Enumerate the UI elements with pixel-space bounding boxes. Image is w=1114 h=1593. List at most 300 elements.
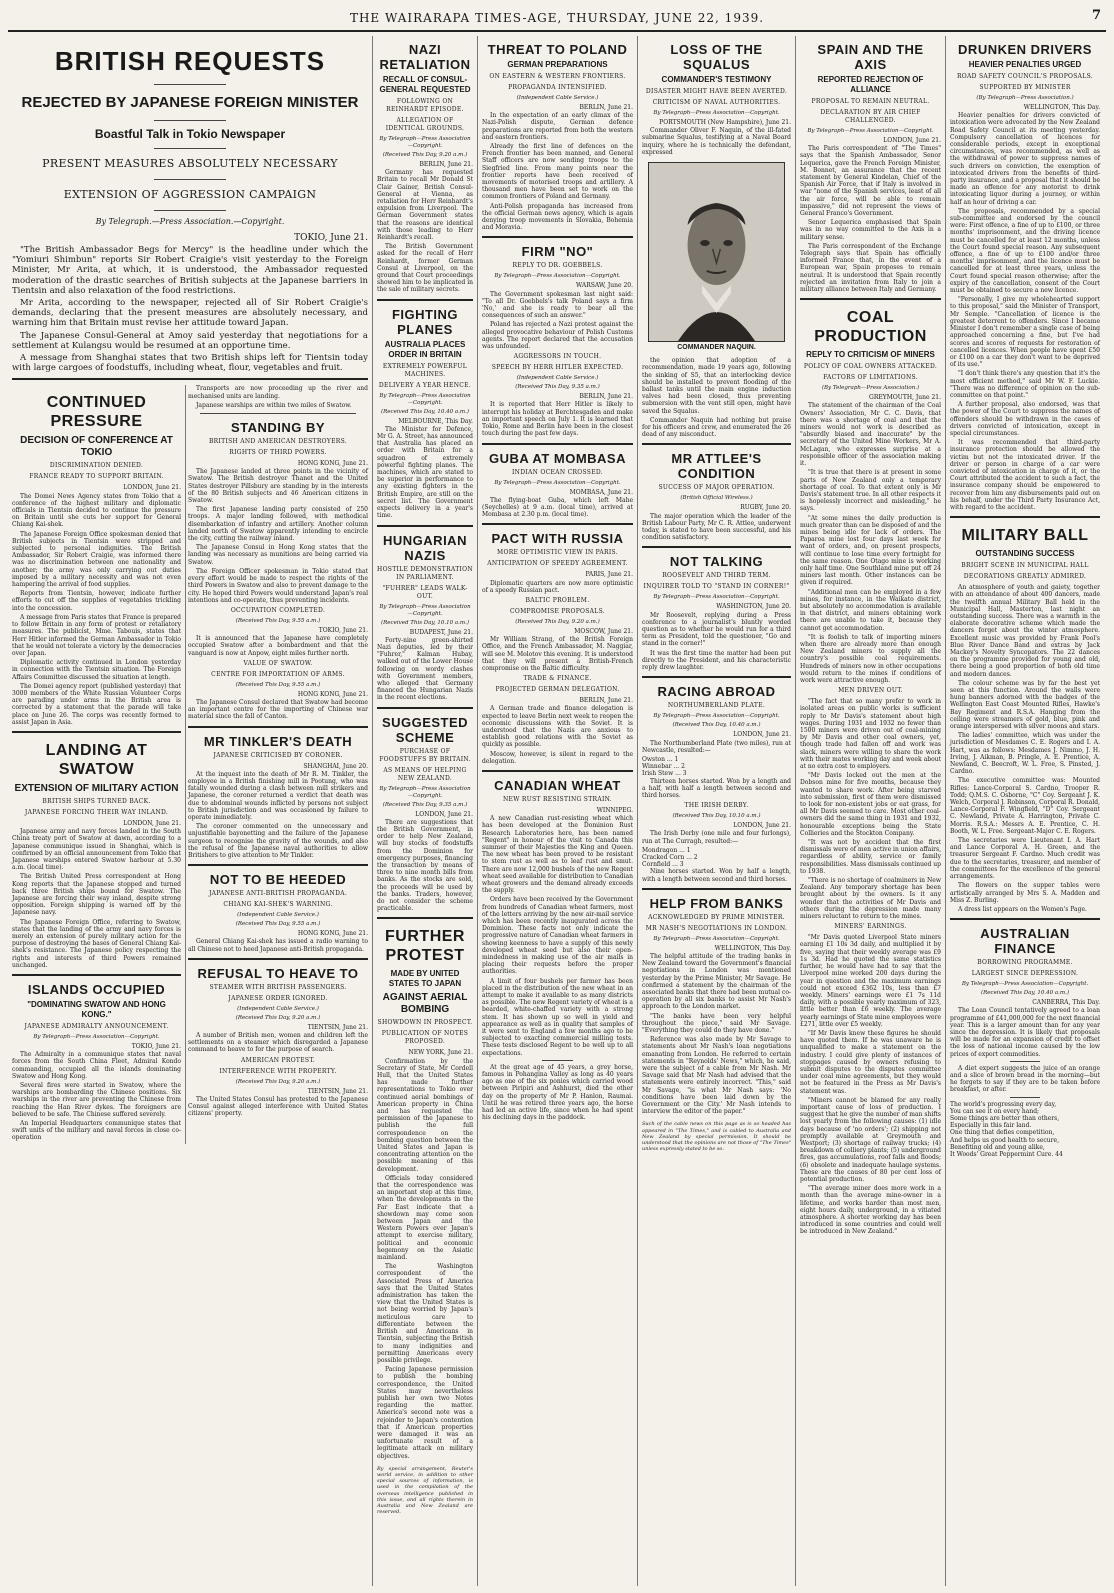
page-number: 7 — [1091, 8, 1102, 23]
credit: By Telegraph—Press Association—Copyright. — [653, 935, 780, 942]
dateline: WELLINGTON, This Day. — [714, 944, 791, 952]
paragraph: "Mr Davis locked out the men at the Dobson mine for five months, because they wanted to share work. After being starved into submission, first of them were dismissed to look for non-existent jobs or eat grass, for all Mr Davis seemed to care. Most other coal-owners did the same thing in 1931 and 1932, honourable exceptions being the State Collieries and the Stockton Company. — [800, 772, 941, 837]
headline: RACING ABROAD — [657, 684, 776, 700]
deck: OUTSTANDING SUCCESS — [975, 549, 1075, 559]
paragraph: A number of British men, women and children left the settlements on a steamer which disregarded a Japanese command to heave to for the purpose of search. — [188, 1031, 368, 1054]
paragraph: The coroner commented on the unnecessary and unjustifiable bayonetting and the failure of the Japanese surgeon to recognise the gravity of the wounds, and also the refusal of the Japanese naval authorities to allow Britishers to give attention to Mr Tinkler. — [188, 823, 368, 859]
subhead: BRITISH SHIPS TURNED BACK. — [42, 797, 151, 805]
column-4 — [638, 36, 796, 1586]
article-suggested-scheme — [377, 715, 473, 913]
headline: NAZI RETALIATION — [379, 42, 471, 72]
subhead: AS MEANS OF HELPING NEW ZEALAND. — [383, 766, 467, 782]
paragraph: An Imperial Headquarters communique states that swift units of the military and naval forces in close co-operation — [12, 1120, 181, 1142]
article-coal-production — [800, 308, 941, 1235]
article-british-requests — [12, 46, 368, 373]
dateline: BERLIN, June 21. — [579, 104, 633, 111]
paragraph: The Loan Council tentatively agreed to a loan programme of £41,000,000 for the next financial year. This is a larger amount than for any year since the depression. It is likely that proposals will be made for an expansion of credit to offset the loss of national income caused by the low prices of export commodities. — [950, 1007, 1100, 1058]
dateline: LONDON, June 21. — [123, 484, 181, 492]
headline: ISLANDS OCCUPIED — [27, 982, 166, 997]
result-line: Winnebar ... 2 — [642, 763, 685, 771]
paragraph: The flying-boat Guba, which left Mahe (Seychelles) at 9 a.m. (local time), arrived at Mombasa at 2.30 p.m. (local time). — [482, 496, 633, 519]
paragraph: "At some mines the daily production is much greater than can be disposed of and the mines being idle for lack of orders. The Paparoa mine lost four days last week for want of orders, and, on present prospects, will continue to lose time every fortnight for the same reason. One Otago mine is working only half time. One Southland mine put off 24 miners last month. Other instances can be given if required. — [800, 514, 941, 587]
credit: By Telegraph—Press Association—Copyright. — [379, 785, 471, 799]
paragraph: The Japanese landed at three points in the vicinity of Swatow. The British destroyer Thanet and the United States destroyer Pillsbury are standing by in the interests of the 80 British subjects and 46 American citizens in Swatow. — [188, 468, 368, 505]
headline: SUGGESTED SCHEME — [381, 714, 469, 745]
credit: (By Telegraph—Press Association.) — [976, 95, 1074, 101]
subhead: FOLLOWING ON REINHARDT EPISODE. — [386, 98, 464, 113]
headline: PACT WITH RUSSIA — [491, 531, 624, 547]
paragraph: The Washington correspondent of the Associated Press of America says that the United States administration has taken the view that the United States is not being worried by Japan's meticulous care to differentiate between the British and Americans in Tientsin, subjecting the British to many indignities and permitting Americans every possible privilege. — [377, 1263, 473, 1364]
paragraph: "The average miner does more work in a month than the average mine-owner in a lifetime, and works harder than most men, eight hours daily, underground, in a vitiated atmosphere. A shorter working day has been introduced in some countries and could well be introduced in New Zealand." — [800, 1185, 941, 1236]
article-further-protest — [377, 927, 473, 1515]
subhead: SUCCESS OF MAJOR OPERATION. — [658, 484, 775, 492]
credit: (Independent Cable Service.) — [516, 375, 599, 382]
article-threat-to-poland — [482, 42, 633, 231]
paragraph: Diplomatic quarters are now more optimistic of a speedy Russian pact. — [482, 579, 633, 594]
deck: COMMANDER'S TESTIMONY — [661, 75, 772, 84]
headline: CANADIAN WHEAT — [494, 777, 621, 793]
credit: By Telegraph—Press Association—Copyright. — [653, 713, 780, 720]
credit: By Telegraph—Press Association—Copyright. — [494, 479, 621, 486]
subhead: JAPANESE FORCING THEIR WAY INLAND. — [24, 808, 169, 816]
paragraph: "Additional men can be employed in a few mines, for instance, in the Waikato district, but absolutely no accommodation is available in that district, and miners obtaining work there are unable to take it, because they cannot get accommodation. — [800, 588, 941, 632]
subhead: ON EASTERN & WESTERN FRONTIERS. — [489, 73, 626, 80]
subhead: VALUE OF SWATOW. — [243, 659, 313, 667]
subhead: BALTIC PROBLEM. — [525, 596, 590, 604]
headline: STANDING BY — [230, 420, 326, 436]
dateline: TIENTSIN, June 21. — [307, 1087, 368, 1095]
portrait-icon — [649, 163, 784, 341]
dateline: RUGBY, June 20. — [740, 504, 791, 512]
masthead-title: THE WAIRARAPA TIMES-AGE, THURSDAY, JUNE 22, 1939. — [349, 11, 765, 25]
subhead: TRADE & FINANCE. — [523, 675, 592, 683]
headline: LANDING AT SWATOW — [45, 741, 148, 778]
dateline: TIENTSIN, June 21. — [307, 1023, 368, 1031]
paragraph: It is reported that Herr Hitler is likely to interrupt his holiday at Berchtesgaden and make an important speech on July 1. It is learned that Tokio, Rome and Berlin have been in the closest touch during the past few days. — [482, 401, 633, 438]
paragraph: The Irish Derby (one mile and four furlongs), run at The Curragh, resulted:— — [642, 830, 791, 845]
credit: (By Telegraph—Press Association.) — [821, 385, 920, 392]
credit: By Telegraph—Press Association—Copyright. — [379, 603, 471, 617]
credit: (Received This Day, 10.10 a.m.) — [381, 619, 469, 626]
subhead: PUBLICATION OF NOTES PROPOSED. — [381, 1030, 469, 1046]
result-line: Cracked Corn ... 2 — [642, 853, 698, 861]
article-refusal-to-heave-to — [188, 966, 368, 1118]
dateline: HONG KONG, June 21. — [297, 690, 368, 698]
paragraph: A message from Paris states that France is prepared to follow Britain in any form of protest or retaliatory measures. The publicist, Mme. Tabouis, states that Herr Hitler informed the German Ambassador in Tokio that he would not tolerate a victory by the democracies over Japan. — [12, 613, 181, 657]
paragraph: The Paris correspondent of the Exchange Telegraph says that Spain has officially informed France that, in the event of a European war, Spain proposes to remain neutral. It is understood that Spain recently rejected an invitation from Italy to join a military alliance between Italy and Germany. — [800, 242, 941, 294]
column-5 — [796, 36, 946, 1586]
paragraph: Moscow, however, is silent in regard to the delegation. — [482, 750, 633, 765]
paragraph: Orders have been received by the Government from hundreds of Canadian wheat farmers, most of the letters arriving by the new air-mail service which has been recently inaugurated across the Dominion. These facts not only indicate the progressive nature of Canadian wheat farmers in showing keenness to have a supply of this newly developed wheat seed but also their open-mindedness in making use of the air mails in placing their requests before the proper authorities. — [482, 896, 633, 976]
credit: (Received This Day, 9.35 a.m.) — [382, 801, 468, 808]
verse-line: And helps us good health to secure, — [950, 1136, 1059, 1144]
paragraph: "I don't think there's any question that it's the most efficient method," said Mr W. F. Luckie. "There was no difference of opinion on the sub-committee on that point." — [950, 370, 1100, 399]
paragraph: Reports from Tientsin, however, indicate further efforts to cut off the supplies of vegetables trickling into the concession. — [12, 590, 181, 612]
paragraph: A dress list appears on the Women's Page. — [958, 905, 1087, 913]
paragraph: Anti-Polish propaganda has increased from the official German news agency, which is again denying troop movements in Slovakia, Bohemia and Moravia. — [482, 202, 633, 232]
paragraph: the opinion that adoption of a recommendation, made 19 years ago, following the sinking of S5, that an interlocking device should be installed to prevent flooding of the ballast tanks until the main engine induction valves had been closed, thus preventing submersion with the vent still open, might have saved the Squalus. — [642, 357, 791, 415]
credit: By Telegraph—Press Association—Copyright. — [33, 1034, 160, 1040]
headline: CONTINUED PRESSURE — [46, 394, 147, 431]
article-fighting-planes — [377, 307, 473, 520]
paragraph: "Personally, I give my wholehearted support to this proposal," said the Minister of Transport, Mr Semple. "Cancellation of licence is the greatest deterrent to offenders. Since I became Minister I don't remember a single case of being approached concerning a fine, but I've had scores and scores of requests for restoration of cancelled licences. When people have spent £50 or £100 on a car they don't want to be deprived of its use." — [950, 296, 1100, 369]
credit: By Telegraph—Press Association—Copyright. — [653, 110, 780, 116]
verse-line: Benefiting old and young alike, — [950, 1143, 1045, 1151]
article-drunken-drivers — [950, 42, 1100, 511]
credit: By Telegraph—Press Association—Copyright. — [807, 128, 934, 134]
footnote: By special arrangement, Reuter's world service, in addition to other special sources of information, is used in the compilation of the overseas intelligence published in this issue, and all rights therein in Australia and New Zealand are reserved. — [377, 1465, 473, 1516]
article-attlee-condition — [642, 451, 791, 541]
paragraph: Pacing Japanese permission to publish the bombing correspondence, the United States may nevertheless publish her own two Notes regarding the matter. America's second note was a rejoinder to Japan's contention that if American properties were damaged it was an unfortunate result of a legitimate attack on military objectives. — [377, 1366, 473, 1460]
subhead: PROPOSAL TO REMAIN NEUTRAL. — [811, 98, 930, 105]
subhead: INQUIRER TOLD TO "STAND IN CORNER!" — [643, 583, 790, 591]
article-military-ball — [950, 526, 1100, 913]
subhead: LARGEST SINCE DEPRESSION. — [971, 970, 1079, 978]
subhead: CHIANG KAI-SHEK'S WARNING. — [223, 901, 333, 909]
subhead: STEAMER WITH BRITISH PASSENGERS. — [209, 983, 347, 991]
article-standing-by — [188, 420, 368, 720]
paragraph: Reference was also made by Mr Savage to statements about Mr Nash's loan negotiations emanating from London. He referred to certain statements in "Reynolds' News," which, he said, were the subject of a cable from Mr Nash. Mr Savage said that Mr Nash had advised that the statements were entirely incorrect. "This," said Mr Savage, "is what Mr Nash says: 'No conditions have been laid down by the Government or the City.' Mr Nash intends to interview the editor of the paper." — [642, 1036, 791, 1116]
dateline: BUDAPEST, June 21. — [409, 628, 473, 636]
dateline: WARSAW, June 20. — [576, 282, 633, 290]
paragraph: At the great age of 45 years, a grey horse, famous in Pohangina Valley as long as 40 years ago as one of the six ponies which carried wood between Piripiri and Ashhurst, died the other day on the property of Mr P. Hanlon, Raumai. Until he was retired three years ago, the horse had led an active life, since when he had spent his declining days in the paddock. — [482, 1063, 633, 1122]
dateline: LONDON, June 21. — [733, 822, 791, 830]
paragraph: An atmosphere of youth and gaiety, together with an attendance of about 400 dancers, made the twelfth annual Military Ball held in the Municipal Hall, Masterton, last night an outstanding success. There was a warmth in the elaborate decorative scheme which made the dancers forget about the winter atmosphere. Excellent music was provided by Frank Pool's Blue River Dance Band and extras by Jack Mackey's Novelty Syncopators. The 22 dances on the programme provided for young and old, there being a good proportion of both old time and modern dances. — [950, 584, 1100, 678]
paragraph: The proposals, recommended by a special sub-committee and endorsed by the council were: First offence, a fine of up to £100, or three months' imprisonment, and the driving licence must be cancelled for at least 12 months, unless the Court found special reason. Any subsequent offence, a fine of up to £100 and/or three months' imprisonment, and the licence must be cancelled for at least three years, unless the Court found special reason otherwise; after the expiry of the cancellation, consent of the Court must be obtained to secure a new licence. — [950, 207, 1100, 295]
subhead: AMERICAN PROTEST. — [241, 1056, 315, 1064]
headline: FIGHTING PLANES — [391, 306, 459, 337]
subhead: AGGRESSORS IN TOUCH. — [513, 353, 602, 361]
paragraph: Heavier penalties for drivers convicted of intoxication were advocated by the New Zealand Road Safety Council at its meeting yesterday. Compulsory cancellation of licences for considerable periods, except in exceptional circumstances, was recommended, as well as the withdrawal of power to suppress names of such drivers on conviction, the exemption of intoxicated drivers from the benefits of third-party insurance, and a proposal that it should be made an offence for any motorist to drink intoxicating liquor during a journey, or within half an hour of driving a car. — [950, 112, 1100, 206]
paragraph: The Domei News Agency states from Tokio that a conference of the highest military and diplomatic officials in Tientsin decided to continue the pressure on Britain until she cuts her support for General Chiang Kai-shek. — [12, 492, 181, 529]
deck: REPORTED REJECTION OF ALLIANCE — [817, 75, 924, 94]
headline: AUSTRALIAN FINANCE — [980, 926, 1070, 957]
subhead: DISCRIMINATION DENIED. — [49, 462, 144, 470]
paragraph: The Japanese Consul in Hong Kong states that the landing was necessary as munitions are being carried via Swatow. — [188, 544, 368, 566]
article-not-talking — [642, 554, 791, 671]
dateline: HONG KONG, June 21. — [297, 460, 368, 468]
paragraph: Commander Naquin had nothing but praise for his officers and crew, and enumerated the 26 dead of any misconduct. — [642, 416, 791, 439]
paragraph: The British Government asked for the recall of Herr Reinhardt, former German Consul at Liverpool, on the ground that Court proceedings showed him to be implicated in the sale of military secrets. — [377, 243, 473, 294]
headline: HELP FROM BANKS — [649, 895, 784, 911]
paragraph: The United States Consul has protested to the Japanese Consul against alleged interference with United States citizens' property. — [188, 1095, 368, 1118]
paragraph: Transports are now proceeding up the river and mechanised units are landing. — [188, 385, 368, 400]
dateline: LONDON, June 21. — [883, 137, 941, 144]
paragraph: The major operation which the leader of the British Labour Party, Mr C. R. Attlee, underwent today, is stated to have been successful, and his condition satisfactory. — [642, 512, 791, 542]
paragraph: In the expectation of an early climax of the Nazi-Polish dispute, German defence preparations are reported from both the western and eastern frontiers. — [482, 112, 633, 141]
paragraph: The colour scheme was by far the best yet seen at this function. Around the walls were hung banners adorned with the badges of the Wellington East Coast Mounted Rifles, Hawke's Bay Regiment and R.S.A. Hanging from the ceiling were streamers of gold, blue, pink and orange interspersed with silver moons and stars. — [950, 679, 1100, 731]
subhead: COMPROMISE PROPOSALS. — [510, 607, 605, 615]
headline: BRITISH REQUESTS — [54, 46, 326, 76]
subhead: NEW RUST RESISTING STRAIN. — [502, 795, 612, 803]
credit: (Independent Cable Service.) — [237, 912, 319, 919]
dateline: SHANGHAI, June 20. — [303, 762, 368, 770]
paragraph: A new Canadian rust-resisting wheat which has been developed at the Dominion Rust Research Laboratories here, has been named "Regent" in honour of the visit to Canada this summer of their Majesties the King and Queen. The new wheat has been proved to be resistant to stem rust as well as to leaf rust and smut. There are now 12,000 bushels of the new Regent wheat seed available for distribution to Canadian wheat growers and the demand already exceeds the supply. — [482, 815, 633, 895]
paragraph: The Domei agency report (published yesterday) that 3000 members of the White Russian Volunteer Corps are parading under arms in the British area is corrected by a statement that the parade will take place on June 26. The corps was recently formed to assist Japan in Asia. — [12, 682, 181, 726]
article-pact-with-russia — [482, 531, 633, 765]
headline: DRUNKEN DRIVERS — [958, 42, 1092, 57]
headline: REFUSAL TO HEAVE TO — [197, 965, 359, 981]
paragraph: The Minister for Defence, Mr G. A. Street, has announced that Australia has placed an order with Britain for a squadron of extremely powerful fighting planes. The machines, which are stated to be superior in performance to any existing fighters in the British Empire, are still on the secret list. The Government expects delivery in a year's time. — [377, 425, 474, 520]
dateline: MOSCOW, June 21. — [574, 627, 633, 635]
paragraph: Mr Arita, according to the newspaper, rejected all of Sir Robert Craigie's demands, declaring that the present measures are absolutely necessary, and warning him that Britain must revise her attitude toward Japan. — [12, 298, 368, 329]
paragraph: "If Mr Davis knew these figures he should have quoted them. If he was unaware he is unqualified to make a statement on the industry. I could give plenty of instances of stoppages caused by owners refusing to submit disputes to the disputes committee under coal mine agreements, but they would not be featured in the Press as Mr Davis's statement was. — [800, 1029, 941, 1095]
subhead: NORTHUMBERLAND PLATE. — [667, 702, 766, 710]
subhead: MINERS' EARNINGS. — [834, 923, 907, 931]
subhead: BRIGHT SCENE IN MUNICIPAL HALL — [961, 562, 1089, 570]
credit: (Received This Day, 9.35 a.m.) — [515, 384, 600, 391]
subhead: PURCHASE OF FOODSTUFFS BY BRITAIN. — [379, 747, 471, 763]
paragraph: Nine horses started. Won by half a length, with a length between second and third horses. — [642, 868, 791, 883]
paragraph: The Government spokesman last night said: "To all Dr. Goebbels's talk Poland says a firm 'No,' and she is ready to bear all the consequences of such an answer." — [482, 290, 633, 320]
verse-line: You can see it on every hand; — [950, 1107, 1040, 1115]
dateline: WASHINGTON, June 20. — [716, 603, 791, 611]
paragraph: "The banks have been very helpful throughout the piece," said Mr Savage. "Everything they could do they have done." — [642, 1012, 791, 1034]
headline: HUNGARIAN NAZIS — [383, 532, 467, 563]
headline: NOT TALKING — [669, 554, 764, 570]
dateline: NEW YORK, June 21. — [408, 1049, 473, 1057]
subhead: ROOSEVELT AND THIRD TERM. — [662, 572, 771, 580]
article-racing-abroad — [642, 684, 791, 882]
subhead: ACKNOWLEDGED BY PRIME MINISTER. — [648, 913, 785, 921]
paragraph: A limit of four bushels per farmer has been placed in the distribution of the new wheat in an attempt to make it available to as many districts as possible. The new Regent variety of wheat is a bearded, white-chaffed variety with a strong stem. It has shown up so well in yield and appearance as well as in quality that samples of it were sent to England a few months ago to be subjected to exacting commercial milling tests. These tests disclosed Regent to be well up to all expectations. — [482, 977, 633, 1057]
article-islands-occupied — [12, 982, 181, 1142]
subhead: PRESENT MEASURES ABSOLUTELY NECESSARY — [42, 157, 338, 170]
subhead: CRITICISM OF NAVAL AUTHORITIES. — [652, 99, 781, 106]
dateline: TOKIO, June 21. — [294, 233, 368, 243]
deck: GERMAN PREPARATIONS — [507, 60, 608, 69]
paragraph: "The British Ambassador Begs for Mercy" is the headline under which the "Yomiuri Shimbun" reports Sir Robert Craigie's visit yesterday to the Foreign Minister, Mr Arita, at which, it is understood, the Ambassador requested moderation of the drastic searches of British subjects at the Japanese barriers in Tientsin and also relaxation of the food restrictions. — [12, 245, 368, 296]
credit: By Telegraph—Press Association—Copyright. — [379, 392, 471, 406]
subhead: DELIVERY A YEAR HENCE. — [378, 381, 472, 389]
article-tinkler-death — [188, 734, 368, 860]
headline: FIRM "NO" — [521, 244, 594, 260]
credit: (Received This Day, 9.20 a.m.) — [235, 1014, 321, 1021]
credit: (Received This Day, 9.55 a.m.) — [235, 921, 321, 928]
column-1-right — [188, 385, 368, 1119]
paragraph: It was recommended that third-party insurance protection should be allowed the victim but not the intoxicated driver. If the driver or person in charge of a car were convicted of intoxication in charge of it, or the Court attributed the accident to such a fact, the insurance company should be empowered to recover from him any disbursements paid out on his behalf, under the Third Party Insurance Act, with regard to the accident. — [950, 439, 1100, 511]
headline: LOSS OF THE SQUALUS — [670, 42, 763, 72]
column-3 — [478, 36, 638, 1586]
paragraph: "Miners cannot be blamed for any really important cause of loss of production. I suggest that he give the number of man shifts lost yearly from the following causes: (1) idle days because of 'no orders'; (2) shipping not promptly available at Greymouth and Westport; (3) shortage of railway trucks; (4) breakdown of colliery plants; (5) underground fires, gas accumulations, roof falls and floods; (6) obsolete and inadequate haulage systems. These are the causes of 80 per cent loss of potential production. — [800, 1096, 941, 1183]
paragraph: Poland has rejected a Nazi protest against the alleged provocative behaviour of Polish Customs agents. The report declared that the accusation was unfounded. — [482, 321, 633, 351]
paragraph: The ladies' committee, which was under the jurisdiction of Mesdames C. E. Rogers and I. A. Hart, was as follows: Mesdames J. Nimmo, J. H. Irving, J. Aikman, B. Pringle, A. E. Prentice, A. Newland, C. Beecroft, W. L. Free, S. Pinsted, J. Cardno. — [950, 732, 1100, 776]
subhead: HOSTILE DEMONSTRATION IN PARLIAMENT. — [377, 565, 473, 581]
article-australian-finance — [950, 926, 1100, 1158]
subhead: REPLY TO DR. GOEBBELS. — [512, 262, 603, 270]
paragraph: Forty-nine green-shirted Nazi deputies, led by their "Fuhrer," Kalman Hubay, walked out of the Lower House following on wordy clashes with Government members, who alleged that Germany financed the Hungarian Nazis in the recent elections. — [377, 636, 473, 702]
paragraph: "It is foolish to talk of importing miners when there are already more than enough New Zealand miners to supply all the country's possible coal requirements. Hundreds of miners now in other occupations would return to the mines if conditions of work were attractive enough. — [800, 633, 941, 684]
credit: (Received This Day, 10.40 a.m.) — [981, 990, 1069, 997]
headline: GUBA AT MOMBASA — [488, 450, 626, 466]
dateline: BERLIN, June 21. — [579, 393, 633, 401]
credit: (Independent Cable Service.) — [237, 1005, 319, 1012]
paragraph: Already the first line of defences on the French frontier has been manned, and General Staff officers are now sending troops to the Siegfried line. From many points near the frontier reports have been received of movements of motorised troops and artillery. A thousand men have been set to work on the common frontiers of Poland and Germany. — [482, 143, 633, 201]
subhead: BORROWING PROGRAMME. — [977, 959, 1073, 967]
paragraph: The statement of the chairman of the Coal Owners' Association, Mr C. C. Davis, that there was a shortage of coal and that the miners would not work is described as "absurdly biased and inaccurate" by the secretary of the United Mine Workers, Mr A. McLagan, who expresses surprise at a responsible officer of the association making it. — [800, 402, 941, 468]
paragraph: A diet expert suggests the juice of an orange and a slice of brown bread in the morning—but he forgets to say if they are to be taken before breakfast, or after. — [950, 1064, 1100, 1094]
subhead: SHOWDOWN IN PROSPECT. — [377, 1019, 473, 1027]
paragraph: Japanese army and navy forces landed in the South China treaty port of Swatow at dawn, according to a Japanese communique issued in Shanghai, which is confirmed by an official announcement from Tokio that Japanese warships entered Swatow harbour at 5.30 a.m. (local time). — [12, 828, 181, 872]
credit: (Received This Day, 10.40 a.m.) — [672, 722, 761, 729]
article-guba-at-mombasa — [482, 451, 633, 519]
paragraph: Germany has requested Britain to recall Mr Donald St Clair Gainer, British Consul-General at Vienna, as retaliation for Herr Reinhardt's expulsion from Liverpool. The German Government states that the reasons are identical with those leading to Herr Reinhardt's recall. — [377, 169, 473, 242]
paragraph: Confirmation by the Secretary of State, Mr Cordell Hull, that the United States has made further representations to Tokio over continued aerial bombings of American property in China and has requested the permission of the Japanese to publish the full correspondence on the bombing question between the United States and Japan is concentrating attention on the possible meaning of this development. — [377, 1057, 473, 1173]
dateline: LONDON, June 21. — [733, 731, 791, 739]
credit: (Independent Cable Service.) — [516, 95, 599, 101]
paragraph: The helpful attitude of the trading banks in New Zealand toward the Government's financial negotiations in London was mentioned yesterday by the Prime Minister, Mr Savage. He confirmed a statement by the chairman of the associated banks that there had been mutual co-operation by all six banks to assist Mr Nash's approach to the London market. — [642, 952, 791, 1011]
dateline: BERLIN, June 21. — [579, 697, 633, 705]
verse-line: One thing that defies competition, — [950, 1129, 1055, 1137]
paragraph: The Japanese Foreign Office spokesman denied that British subjects in Tientsin were stripped and subjected to personal indignities. The British Ambassador, Sir Robert Craigie, was informed there was no discrimination between one nationality and another; the army was only carrying out duties imposed by a military necessity and was not even hampering the arrival of food supplies. — [12, 530, 181, 589]
paragraph: The Foreign Officer spokesman in Tokio stated that every effort would be made to respect the rights of the third Powers in Swatow and also to prevent damage to the city. He hoped third Powers would understand Japan's real intentions and co-operate, thus preventing incidents. — [188, 567, 368, 604]
credit: By Telegraph—Press Association—Copyright. — [494, 273, 621, 280]
paragraph: Mr Roosevelt, replying during a Press conference to a journalist's bluntly worded question as to whether he would run for a third term as President, told the questioner, "Go and stand in the corner!" — [642, 611, 791, 648]
photo-caption: COMMANDER NAQUIN. — [677, 344, 756, 352]
paragraph: The flowers on the supper tables were artistically arranged by Mrs S. A. Madden and Miss Z. Burling. — [950, 882, 1100, 904]
dateline: TOKIO, June 21. — [131, 1043, 181, 1050]
subhead: RIGHTS OF THIRD POWERS. — [229, 449, 327, 457]
paragraph: "The fact that so many prefer to work in isolated areas on public works is sufficient reply to Mr Davis's statement about high wages. During 1931 and 1932 no fewer than 1500 miners were driven out of coal-mining by Mr Davis and other coal owners, yet, though trade had fallen off and work was slack, miners were willing to share the work with their mates working day and week about at no extra cost to employers. — [800, 698, 941, 771]
subhead: INDIAN OCEAN CROSSED. — [512, 468, 603, 476]
paragraph: Japanese warships are within two miles of Swatow. — [196, 401, 352, 409]
dateline: MELBOURNE, This Day. — [398, 417, 473, 425]
credit: By Telegraph.—Press Association.—Copyright. — [95, 217, 285, 226]
dateline: HONG KONG, June 21. — [297, 930, 368, 938]
verse-line: Especially in this fair land. — [950, 1122, 1032, 1130]
subhead: PROPAGANDA INTENSIFIED. — [508, 84, 607, 91]
paragraph: The Japanese Consul declared that Swatow had become an important centre for the importing of Chinese war material since the fall of Canton. — [188, 698, 368, 721]
article-hungarian-nazis — [377, 533, 473, 702]
subhead: DECLARATION BY AIR CHIEF CHALLENGED. — [820, 109, 921, 124]
article-spain-and-axis — [800, 42, 941, 293]
credit: (Received This Day, 10.40 a.m.) — [381, 408, 469, 415]
dateline: WELLINGTON, This Day. — [1023, 104, 1100, 111]
deck: EXTENSION OF MILITARY ACTION — [14, 782, 179, 794]
subhead: OCCUPATION COMPLETED. — [230, 606, 326, 614]
credit: (Received This Day, 9.55 a.m.) — [235, 617, 321, 624]
column-1 — [8, 36, 373, 1586]
headline: MR ATTLEE'S CONDITION — [671, 451, 762, 482]
credit: (Received This Day, 10.10 a.m.) — [672, 813, 761, 820]
article-firm-no — [482, 244, 633, 437]
paragraph: The executive committee was: Mounted Rifles: Lance-Corporal S. Cardno, Trooper R. Todd; Q.M.S. C. Osborne, "C" Coy. Sergeant J. K. Welch, Corporal J. Robinson, Corporal R. Donald, Lance-Corporal F. Wingfield, "D" Coy. Sergeant C. Newland, Private A. Harrington, Private C. Morris. R.S.A.: Messrs A. E. Prentice, C. H. Booth, W. L. Free. Sergeant-Major C. E. Rogers. — [950, 777, 1100, 835]
result-line: Mondragon ... 1 — [642, 846, 691, 854]
subhead: "FUHRER" LEADS WALK-OUT. — [382, 584, 468, 600]
result-line: Irish Stew ... 3 — [642, 770, 687, 778]
subhead: FRANCE READY TO SUPPORT BRITAIN. — [29, 473, 164, 481]
subhead: FACTORS OF LIMITATIONS. — [823, 374, 918, 382]
subhead: DISASTER MIGHT HAVE BEEN AVERTED. — [645, 88, 788, 95]
deck: "DOMINATING SWATOW AND HONG KONG." — [27, 1000, 166, 1019]
paragraph: Senor Lequerica emphasised that Spain was in no way committed to the Axis in a military sense. — [800, 219, 941, 241]
verse-line: It Woods' Great Peppermint Cure. 44 — [950, 1150, 1063, 1158]
subhead: MEN DRIVEN OUT. — [838, 687, 903, 695]
article-landing-at-swatow — [12, 741, 181, 969]
credit: By Telegraph—Press Association—Copyright. — [379, 136, 471, 149]
article-nazi-retaliation — [377, 42, 473, 294]
paragraph: The Paris correspondent of "The Times" says that the Spanish Ambassador, Senor Lequerica, gave the French Foreign Minister, M. Bonnet, an assurance that the recent statement by General Kindelan, Chief of the Spanish Air Force, that if Italy is involved in war "none of the Spanish services, least of all the air force, will be able to remain impassive," did not represent the views of General Franco's Government. — [800, 145, 941, 218]
portrait-photo — [648, 162, 785, 342]
credit: By Telegraph—Press Association—Copyright. — [653, 594, 780, 601]
headline: COAL PRODUCTION — [814, 309, 927, 346]
article-help-from-banks — [642, 896, 791, 1153]
subhead: BRITISH AND AMERICAN DESTROYERS. — [208, 438, 348, 446]
paragraph: A further proposal, also endorsed, was that the power of the Court to suppress the names of offenders should be withdrawn in the cases of drivers convicted of intoxication, except in special circumstances. — [950, 401, 1100, 437]
dateline: LONDON, June 21. — [415, 810, 473, 818]
headline: NOT TO BE HEEDED — [209, 872, 347, 888]
subhead: EXTENSION OF AGGRESSION CAMPAIGN — [63, 188, 317, 201]
subhead: INTERFERENCE WITH PROPERTY. — [219, 1067, 337, 1075]
paragraph: Thirteen horses started. Won by a length and a half, with half a length between second and third horses. — [642, 777, 791, 799]
credit: (Received This Day, 9.20 a.m.) — [382, 152, 468, 158]
subhead: EXTREMELY POWERFUL MACHINES. — [382, 362, 468, 378]
paragraph: The British United Press correspondent at Hong Kong reports that the Japanese stopped and turned back three British ships bound for Swatow. The Japanese are forcing their way inland, despite strong opposition. Foreign shipping is warned off by the Japanese navy. — [12, 873, 181, 917]
paragraph: Several fires were started in Swatow, where the warships are bombarding the Chinese positions. Six warships in the river are preventing the Chinese from reaching the Han River dykes. The foreigners are believed to be safe. The Chinese suffered severely. — [12, 1082, 181, 1118]
credit: (Received This Day, 9.55 a.m.) — [235, 681, 321, 688]
deck: AUSTRALIA PLACES ORDER IN BRITAIN — [384, 339, 466, 359]
paragraph: General Chiang Kai-shek has issued a radio warning to all Chinese not to heed Japanese anti-British propaganda. — [188, 938, 368, 953]
deck: RECALL OF CONSUL-GENERAL REQUESTED — [379, 75, 471, 94]
subhead: SPEECH BY HERR HITLER EXPECTED. — [491, 364, 624, 372]
paragraph: The secretaries were Lieutenant I. A. Hart and Lance Corporal A. H. Green, and the treasurer Sergeant F. Cardno. Much credit was due to the secretaries, treasurer, and member of the committees for the excellence of the general arrangements. — [950, 837, 1100, 881]
article-not-to-be-heeded — [188, 872, 368, 953]
column-6 — [946, 36, 1104, 1586]
headline: FURTHER PROTEST — [385, 928, 465, 965]
result-line: Cornfield ... 3 — [642, 861, 684, 869]
paragraph: The Northumberland Plate (two miles), run at Newcastle, resulted:— — [642, 739, 791, 754]
column-2 — [373, 36, 478, 1586]
subhead: PROJECTED GERMAN DELEGATION. — [495, 686, 620, 694]
article-loss-of-squalus — [642, 42, 791, 438]
dateline: TOKIO, June 21. — [318, 626, 368, 634]
dateline: MOMBASA, June 21. — [569, 488, 633, 496]
paragraph: "It is true that there is at present in some parts of New Zealand only a temporary shortage of coal. To that extent only is Mr Davis's statement true. In all other respects it is hopelessly incorrect and misleading," he says. — [800, 469, 941, 513]
paragraph: The first Japanese landing party consisted of 250 troops. A major landing followed, with methodical disembarkation of infantry and artillery. Another column landed north of Swatow apparently intending to encircle the city, cutting the railway inland. — [188, 506, 368, 543]
paragraph: "It was not by accident that the first dismissals were of men active in union affairs, regardless of ability, service or family responsibilities. Mass dismissals continued up to 1938. — [800, 839, 941, 875]
dateline: CANBERRA, This Day. — [1032, 999, 1100, 1007]
paragraph: "There is no shortage of coalminers in New Zealand. Any temporary shortage has been brought about by the owners. Is it any wonder that the activities of Mr Davis and others during the depression made many miners reluctant to return to the mines. — [800, 877, 941, 921]
subhead: JAPANESE CRITICISED BY CORONER. — [213, 751, 343, 759]
subhead: Boastful Talk in Tokio Newspaper — [94, 127, 286, 141]
headline: MR TINKLER'S DEATH — [203, 733, 353, 749]
dateline: PARIS, June 21. — [585, 571, 633, 579]
subhead: MR NASH'S NEGOTIATIONS IN LONDON. — [645, 924, 788, 932]
credit: (British Official Wireless.) — [680, 495, 753, 502]
subhead: ROAD SAFETY COUNCIL'S PROPOSALS. — [956, 73, 1094, 80]
masthead — [8, 6, 1106, 32]
dateline: WINNIPEG. — [596, 806, 633, 814]
subhead: JAPANESE ADMIRALTY ANNOUNCEMENT. — [24, 1023, 169, 1030]
paragraph: A German trade and finance delegation is expected to leave Berlin next week to reopen the economic discussions with the Soviet. It is understood that the Nazis are anxious to establish good relations with the Soviet as quickly as possible. — [482, 705, 633, 749]
dateline: PORTSMOUTH (New Hampshire), June 21. — [659, 119, 791, 126]
headline: THREAT TO POLAND — [487, 42, 628, 57]
paragraph: Mr William Strang, of the British Foreign Office, and the French Ambassador, M. Naggiar, will see M. Molotov this evening. It is understood that they will present a British-French compromise on the Baltic difficulty. — [482, 636, 633, 672]
dateline: LONDON, June 21. — [123, 819, 181, 827]
article-continued-pressure — [12, 393, 181, 726]
deck: MADE BY UNITED STATES TO JAPAN — [388, 969, 462, 989]
subhead: ANTICIPATION OF SPEEDY AGREEMENT. — [487, 560, 628, 568]
subhead: ALLEGATION OF IDENTICAL GROUNDS. — [385, 117, 465, 132]
subhead: MORE OPTIMISTIC VIEW IN PARIS. — [497, 549, 618, 557]
article-canadian-wheat — [482, 778, 633, 1122]
subhead: JAPANESE ORDER IGNORED. — [228, 994, 328, 1002]
paragraph: The Admiralty in a communique states that naval forces from the South China Fleet, Admiral Kondo commanding, occupied all the islands dominating Swatow and Hong Kong. — [12, 1051, 181, 1080]
column-1-left — [12, 385, 186, 1143]
paragraph: Diplomatic activity continued in London yesterday in connection with the Tientsin situation. The Foreign Affairs Committee discussed the situation at length. — [12, 659, 181, 681]
paragraph: Officials today considered that the correspondence was an important step at this time, when the developments in the Far East indicate that a showdown may come soon between Japan and the Western Powers over Japan's attempt to exercise military, political and economic hegemony on the Asiatic mainland. — [377, 1174, 473, 1262]
deck: AGAINST AERIAL BOMBING — [382, 992, 468, 1016]
